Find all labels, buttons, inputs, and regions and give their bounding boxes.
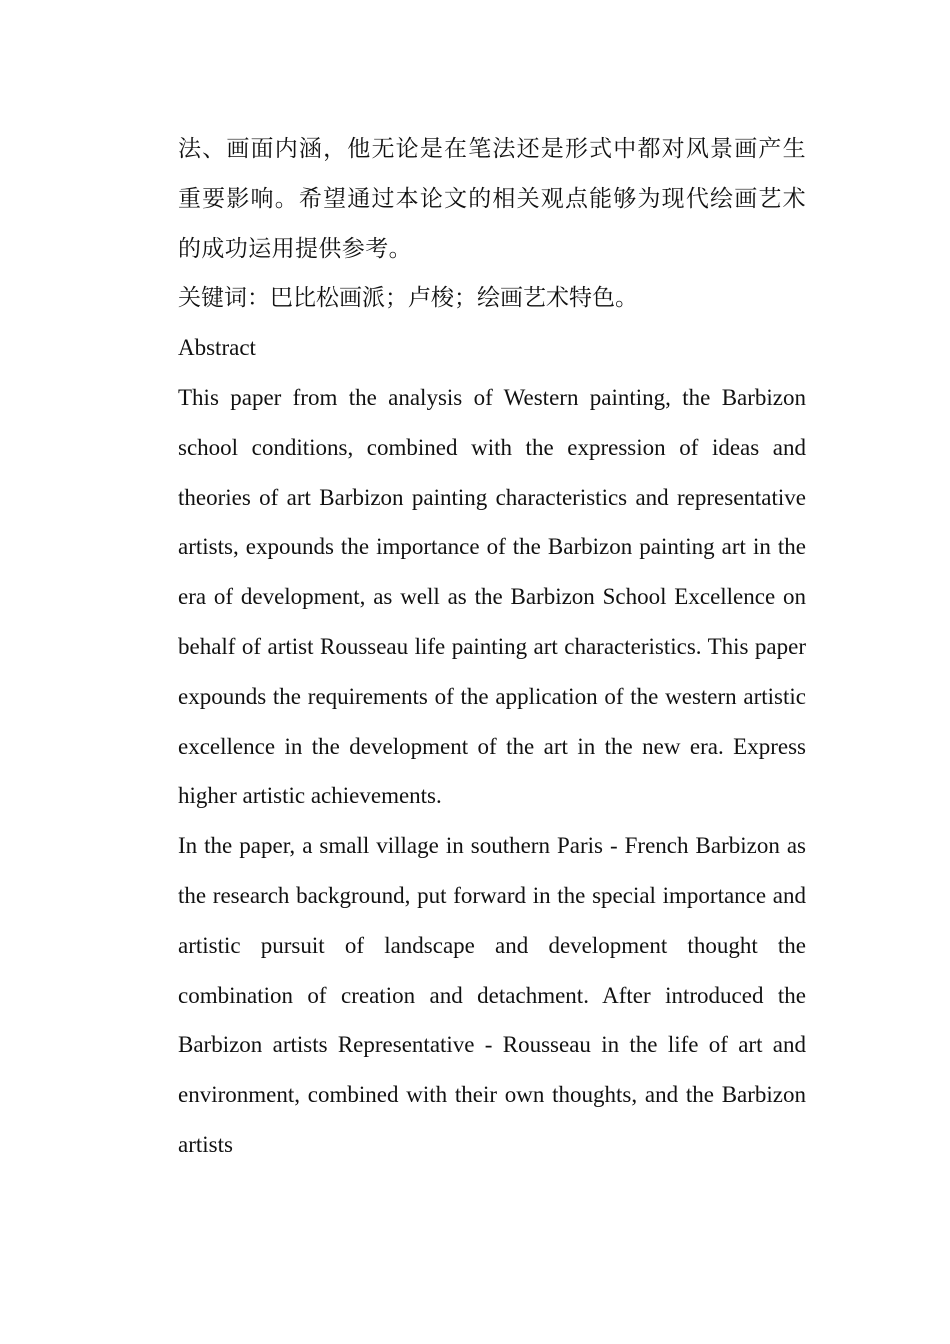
abstract-paragraph-1: This paper from the analysis of Western painting, the Barbizon school conditions, combined with the expression of ideas and theories of art Barbizon painting characteristics and representative artists, expounds the importance of the Barbizon painting art in the era of development, as well as the Barbizon School Excellence on behalf of artist Rousseau life painting art characteristics. This paper expounds the requirements of the application of the western artistic excellence in the development of the art in the new era. Express higher artistic achievements. — [178, 384, 806, 809]
abstract-heading: Abstract — [178, 335, 256, 361]
abstract-paragraph-2: In the paper, a small village in southern Paris - French Barbizon as the research background, put forward in the special importance and artistic pursuit of landscape and development thought the combination of creation and detachment. After introduced the Barbizon artists Representative - Rousseau in the life of art and environment, combined with their own thoughts, and the Barbizon artists — [178, 833, 806, 1157]
keywords-line: 关键词：巴比松画派；卢梭；绘画艺术特色。 — [178, 285, 638, 311]
chinese-abstract-tail: 法、画面内涵，他无论是在笔法还是形式中都对风景画产生重要影响。希望通过本论文的相关观点能够为现代绘画艺术的成功运用提供参考。 — [178, 136, 806, 261]
document-page — [178, 124, 806, 1170]
